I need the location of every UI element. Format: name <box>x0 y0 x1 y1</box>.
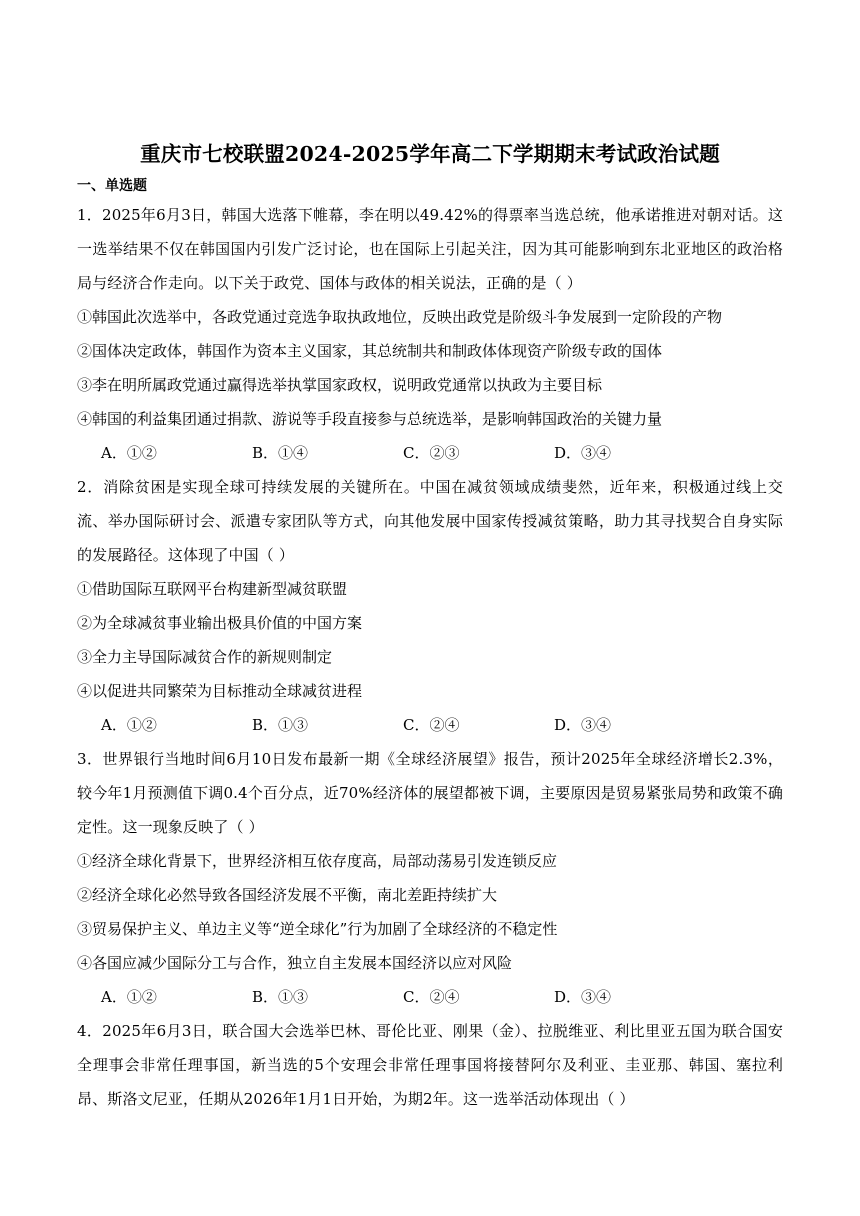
question-statement: ②为全球减贫事业输出极具价值的中国方案 <box>77 614 363 632</box>
answer-option: B．①④ <box>252 444 309 462</box>
question-statement: ①韩国此次选举中，各政党通过竞选争取执政地位，反映出政党是阶级斗争发展到一定阶段的产物 <box>77 308 723 326</box>
answer-option: A．①② <box>101 716 157 734</box>
question-4 <box>77 1014 783 1116</box>
question-statement: ①借助国际互联网平台构建新型减贫联盟 <box>77 580 348 598</box>
question-1 <box>77 198 783 470</box>
page-title: 重庆市七校联盟2024-2025学年高二下学期期末考试政治试题 <box>140 142 720 166</box>
answer-option: B．①③ <box>252 716 309 734</box>
answer-options <box>77 436 783 470</box>
question-stem: 2．消除贫困是实现全球可持续发展的关键所在。中国在减贫领域成绩斐然，近年来，积极通过线上交流、举办国际研讨会、派遣专家团队等方式，向其他发展中国家传授减贫策略，助力其寻找契合自身实际的发展路径。这体现了中国（ ） <box>77 478 783 564</box>
question-statement: ③全力主导国际减贫合作的新规则制定 <box>77 648 333 666</box>
answer-option: A．①② <box>101 444 157 462</box>
question-statement: ②经济全球化必然导致各国经济发展不平衡，南北差距持续扩大 <box>77 886 498 904</box>
question-list <box>77 198 783 1116</box>
answer-option: D．③④ <box>554 444 612 462</box>
question-stem: 3．世界银行当地时间6月10日发布最新一期《全球经济展望》报告，预计2025年全球经济增长2.3%，较今年1月预测值下调0.4个百分点，近70%经济体的展望都被下调，主要原因是贸易紧张局势和政策不确定性。这一现象反映了（ ） <box>77 750 783 836</box>
question-statement: ②国体决定政体，韩国作为资本主义国家，其总统制共和制政体体现资产阶级专政的国体 <box>77 342 663 360</box>
question-2 <box>77 470 783 742</box>
answer-option: A．①② <box>101 988 157 1006</box>
answer-option: B．①③ <box>252 988 309 1006</box>
question-statement: ④以促进共同繁荣为目标推动全球减贫进程 <box>77 682 363 700</box>
answer-option: D．③④ <box>554 716 612 734</box>
answer-option: C．②④ <box>403 988 460 1006</box>
question-statement: ④韩国的利益集团通过捐款、游说等手段直接参与总统选举，是影响韩国政治的关键力量 <box>77 410 663 428</box>
answer-option: C．②④ <box>403 716 460 734</box>
question-statement: ①经济全球化背景下，世界经济相互依存度高，局部动荡易引发连锁反应 <box>77 852 558 870</box>
section-heading: 一、单选题 <box>77 178 147 194</box>
question-statement: ③李在明所属政党通过赢得选举执掌国家政权，说明政党通常以执政为主要目标 <box>77 376 603 394</box>
question-statement: ④各国应减少国际分工与合作，独立自主发展本国经济以应对风险 <box>77 954 513 972</box>
answer-options <box>77 980 783 1014</box>
question-3 <box>77 742 783 1014</box>
question-stem: 4．2025年6月3日，联合国大会选举巴林、哥伦比亚、刚果（金）、拉脱维亚、利比里亚五国为联合国安全理事会非常任理事国，新当选的5个安理会非常任理事国将接替阿尔及利亚、圭亚那、韩国、塞拉利昂、斯洛文尼亚，任期从2026年1月1日开始，为期2年。这一选举活动体现出（ ） <box>77 1022 783 1108</box>
answer-options <box>77 708 783 742</box>
answer-option: D．③④ <box>554 988 612 1006</box>
answer-option: C．②③ <box>403 444 460 462</box>
question-statement: ③贸易保护主义、单边主义等“逆全球化”行为加剧了全球经济的不稳定性 <box>77 920 558 938</box>
question-stem: 1．2025年6月3日，韩国大选落下帷幕，李在明以49.42%的得票率当选总统，他承诺推进对朝对话。这一选举结果不仅在韩国国内引发广泛讨论，也在国际上引起关注，因为其可能影响到东北亚地区的政治格局与经济合作走向。以下关于政党、国体与政体的相关说法，正确的是（ ） <box>77 206 783 292</box>
